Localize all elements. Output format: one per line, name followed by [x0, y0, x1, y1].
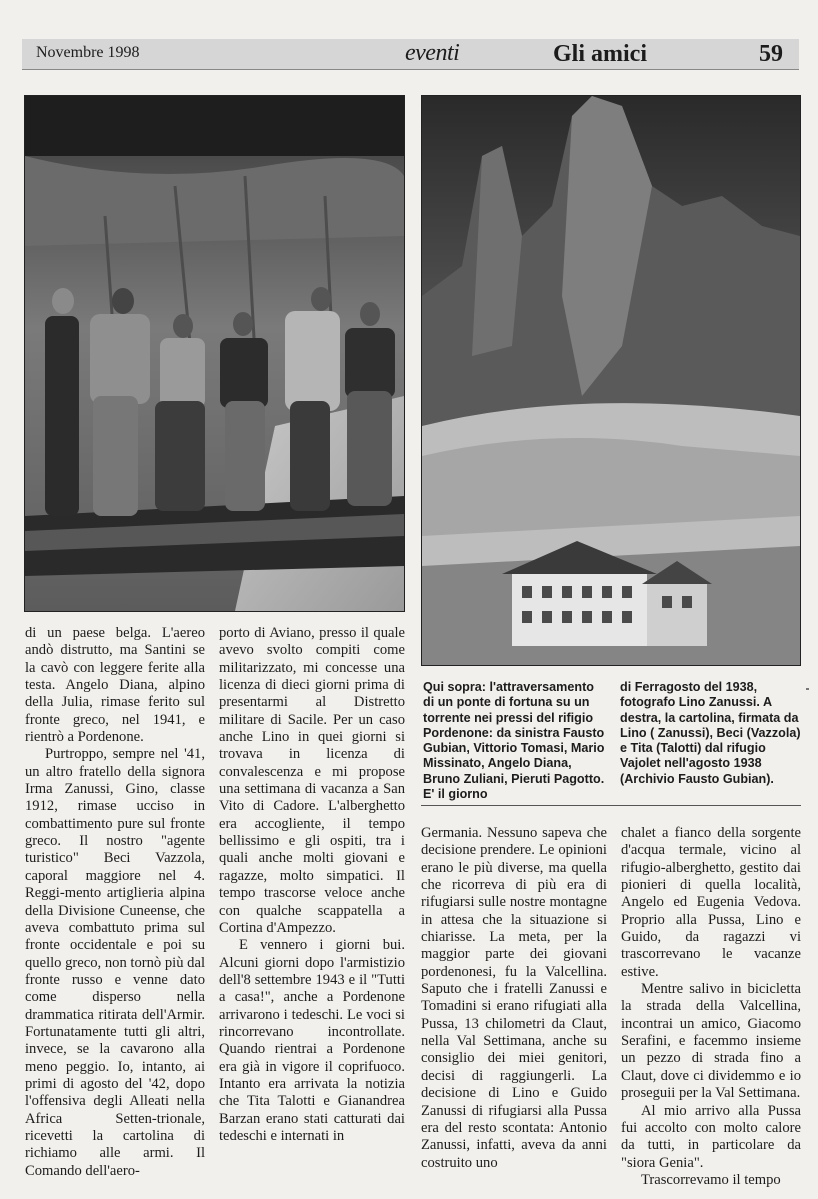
paragraph: Germania. Nessuno sapeva che decisione prendere. Le opinioni erano le più diverse, ma quella che ricorreva di più era di rifugiarsi sulle nostre montagne in attesa che la situazione si chiarisse. La meta, per la maggior parte dei giovani pordenonesi, fu la Valcellina. Saputo che i fratelli Zanussi e Tomadini si erano rifugiati alla Pussa, 13 chilometri da Claut, nella Val Settimana, anche su consiglio dei miei genitori, decisi di raggiungerli. La decisione di Lino e Guido Zanussi di rifugiarsi alla Pussa era del resto scontata: Antonio Zanussi, infatti, aveva da anni costruito uno [421, 825, 607, 1171]
page-number: 59 [759, 41, 783, 67]
paragraph: Trascorrevamo il tempo [641, 1171, 781, 1188]
paragraph: Purtroppo, sempre nel '41, un altro fratello della signora Irma Zanussi, Gino, classe 1912, rimase ucciso in combattimento pure sul fronte greco. Il nostro "agente turistico" Beci Vazzola, caporal maggiore nel 4. Reggi-mento artiglieria alpina della Divisione Cuneense, che aveva combattuto prima sul fronte occidentale e poi su quello greco, non tornò più dal fronte russo e venne dato come disperso nella drammatica ritirata dell'Armir. Fortunatamente tutti gli altri, invece, se la cavarono alla meno peggio. Io, intanto, ai primi di agosto del '42, dopo l'offensiva degli Alleati nella Africa Setten-trionale, ricevetti la cartolina di richiamo alle armi. Il Comando dell'aero- [25, 746, 205, 1179]
magazine-logo: eventi [405, 40, 460, 66]
section-title: Gli amici [553, 41, 647, 67]
caption-divider [421, 805, 801, 806]
article-column-4 [621, 825, 801, 1189]
article-column-3 [421, 825, 607, 1172]
group-photo [24, 95, 405, 612]
paragraph: Mentre salivo in bicicletta la strada della Valcellina, incontrai un amico, Giacomo Serafini, e facemmo insieme un pezzo di strada fino a Claut, dove ci dividemmo e io proseguii per la Val Settimana. [621, 981, 801, 1102]
paragraph: di un paese belga. L'aereo andò distrutto, ma Santini se la cavò con leggere ferite alla testa. Angelo Diana, alpino della Julia, rimase ferito sul fronte greco, nel 1941, e rientrò a Pordenone. [25, 625, 205, 746]
photo-caption-part-2: di Ferragosto del 1938, fotografo Lino Zanussi. A destra, la cartolina, firmata da Lino ( Zanussi), Beci (Vazzola) e Tita (Talotti) dal rifugio Vajolet nell'agosto 1938 (Archivio Fausto Gubian). [620, 680, 801, 786]
paragraph: E vennero i giorni bui. Alcuni giorni dopo l'armistizio dell'8 settembre 1943 e il "Tutti a casa!", anche a Pordenone arrivarono i tedeschi. Le voci si rincorrevano incontrollate. Quando rientrai a Pordenone era già in vigore il coprifuoco. Intanto era arrivata la notizia che Tita Talotti e Gianandrea Barzan erano stati catturati dai tedeschi e internati in [219, 937, 405, 1144]
article-column-2 [219, 625, 405, 1145]
photo-caption-part-1: Qui sopra: l'attraversamento di un ponte di fortuna su un torrente nei pressi del rifigio Pordenone: da sinistra Fausto Gubian, Vittorio Tomasi, Mario Missinato, Angelo Diana, Bruno Zuliani, Pieruti Pagotto. E' il giorno [423, 680, 605, 802]
paragraph: chalet a fianco della sorgente d'acqua termale, vicino al rifugio-alberghetto, gestito dai pionieri di quella località, Angelo ed Eugenia Vedova. Proprio alla Pussa, Lino e Guido, da ragazzi vi trascorrevano le vacanze estive. [621, 825, 801, 980]
paragraph: Al mio arrivo alla Pussa fui accolto con molto calore da tutti, in particolare da "siora Genia". [621, 1102, 801, 1171]
print-mark [806, 688, 809, 690]
paragraph: porto di Aviano, presso il quale avevo svolto compiti come militarizzato, mi concesse una licenza di dieci giorni prima di presentarmi al Distretto militare di Sacile. Per un caso anche Lino in quei giorni si trovava in licenza di convalescenza e mi propose una settimana di vacanza a San Vito di Cadore. L'alberghetto era accogliente, il tempo bellissimo e gli ospiti, tra i quali anche molti giovani e ragazze, molto simpatici. Il tempo trascorse veloce anche con qualche scappatella a Cortina d'Ampezzo. [219, 625, 405, 936]
issue-date: Novembre 1998 [36, 44, 140, 61]
article-column-1 [25, 625, 205, 1180]
page-header [22, 39, 799, 70]
mountain-refuge-photo [421, 95, 801, 666]
